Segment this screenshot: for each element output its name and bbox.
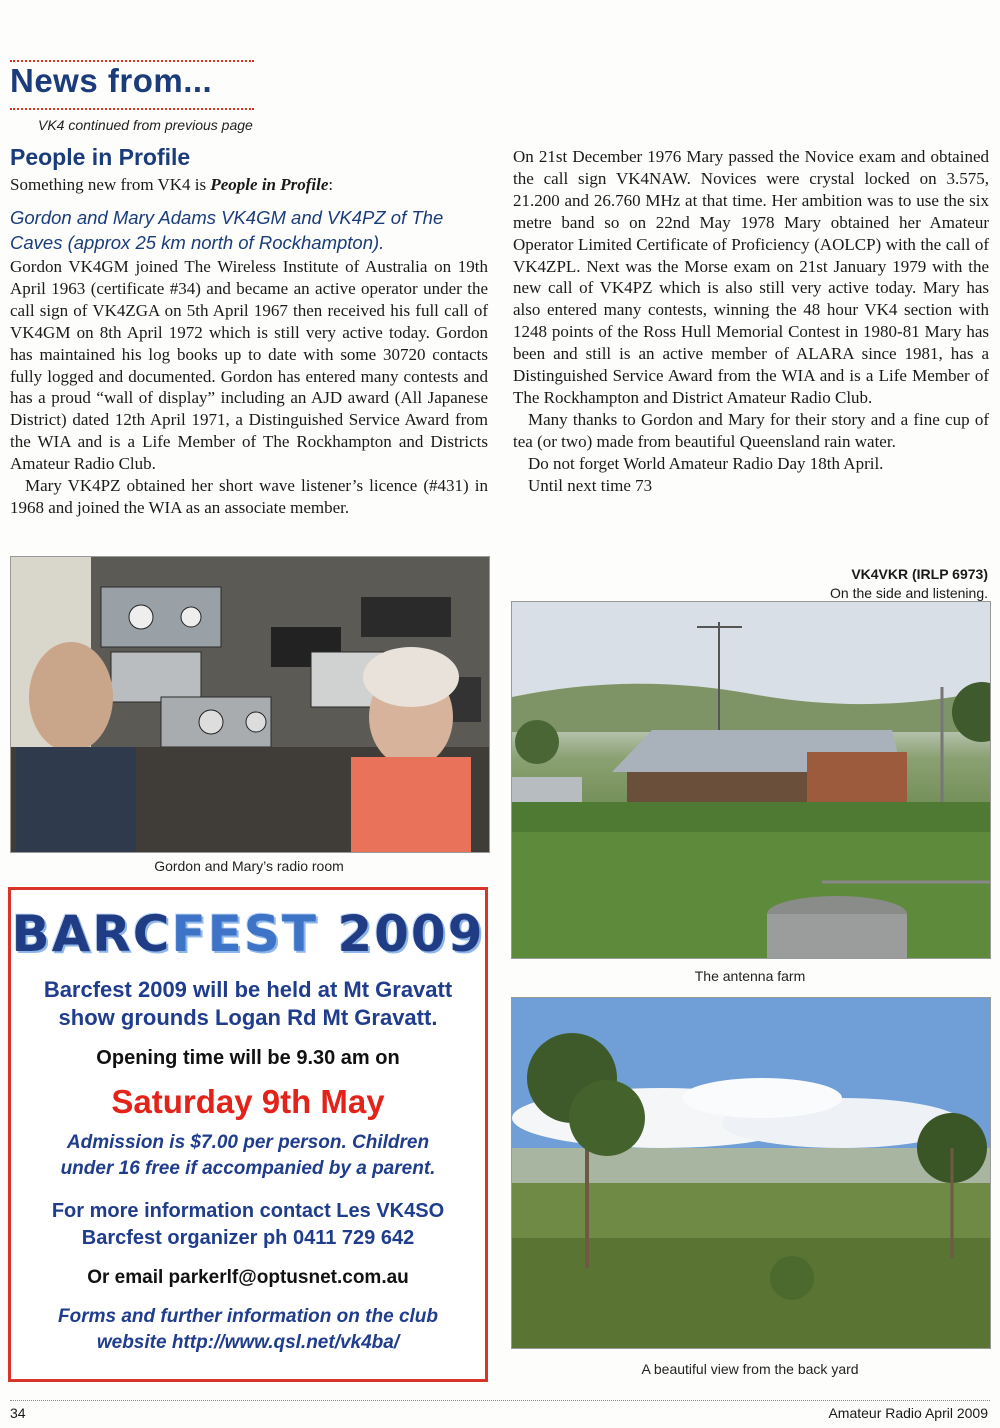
article-intro [10,175,488,195]
advert-date: Saturday 9th May [111,1083,385,1120]
advert-contact-line1: For more information contact Les VK4SO [51,1200,445,1222]
magazine-info: Amateur Radio April 2009 [828,1405,988,1421]
footer-rule [10,1400,990,1401]
left-paragraph: Mary VK4PZ obtained her short wave listener’s licence (#431) in 1968 and joined the WIA as an associate member. [10,476,488,517]
right-paragraph: Many thanks to Gordon and Mary for their story and a fine cup of tea (or two) made from beautiful Queensland rain water. [513,409,989,451]
radio-room-illustration [11,557,489,852]
intro-prefix: Something new from VK4 is [10,175,211,194]
advert-forms-line2: website http://www.qsl.net/vk4ba/ [96,1332,400,1353]
article-subheading: Gordon and Mary Adams VK4GM and VK4PZ of The Caves (approx 25 km north of Rockhampton). [10,207,444,253]
antenna-farm-illustration [512,602,990,958]
back-yard-caption: A beautiful view from the back yard [641,1361,859,1377]
advert-title [11,904,485,964]
advert-forms [11,1304,485,1356]
signoff-callsign: VK4VKR (IRLP 6973) [851,566,988,582]
radio-room-photo [10,556,490,853]
article-heading: People in Profile [10,144,191,170]
signoff [830,565,988,603]
right-paragraph: Do not forget World Amateur Radio Day 18th April. [528,453,884,473]
right-column-body [513,146,989,497]
left-column-body [10,256,488,519]
back-yard-illustration [512,998,990,1348]
barcfest-advert [8,887,488,1382]
page-number: 34 [10,1405,26,1421]
advert-admission-line2: under 16 free if accompanied by a parent. [60,1158,436,1179]
continued-note: VK4 continued from previous page [38,117,253,133]
right-paragraph: Until next time 73 [528,475,653,495]
left-paragraph: Gordon VK4GM joined The Wireless Institute of Australia on 19th April 1963 (certificate #34) and became an active operator under the call sign of VK4ZGA on 5th April 1967 then received his full call of VK4GM on 8th April 1972 which is still very active today. Gordon has maintained his log books up to date with some 30720 contacts fully logged and documented. Gordon has entered many contests and has a proud “wall of display” including an AJD award (All Japanese District) dated 12th April 1971, a Distinguished Service Award from the WIA and is a Life Member of The Rockhampton and Districts Amateur Radio Club. [10,257,488,474]
radio-room-caption: Gordon and Mary’s radio room [154,858,344,874]
advert-title-part3: 2009 [317,905,485,963]
signoff-note: On the side and listening. [830,585,988,601]
advert-admission-line1: Admission is $7.00 per person. Children [66,1132,430,1153]
advert-title-part1: BARC [11,905,172,963]
section-title: News from... [10,62,213,99]
antenna-farm-caption: The antenna farm [694,968,806,984]
advert-location-line1: Barcfest 2009 will be held at Mt Gravatt [43,977,453,1002]
intro-emphasis: People in Profile [210,175,329,194]
advert-email: Or email parkerlf@optusnet.com.au [87,1267,409,1288]
advert-contact-line2: Barcfest organizer ph 0411 729 642 [81,1227,415,1249]
header-rule-bottom [10,108,254,110]
advert-opening-time: Opening time will be 9.30 am on [96,1047,400,1069]
antenna-farm-photo [511,601,991,959]
right-paragraph: On 21st December 1976 Mary passed the Novice exam and obtained the call sign VK4NAW. Novices were crystal locked on 3.575, 21.200 and 26.760 MHz at that time. Her ambition was to use the six metre band so on 22nd May 1978 Mary obtained her Amateur Operator Limited Certificate of Proficiency (AOLCP) with the call of VK4ZPL. Next was the Morse exam on 21st January 1979 with the new call of VK4PZ which is also still very active today. Mary has also entered many contests, winning the 48 hour VK4 section with 1248 points of the Ross Hull Memorial Contest in 1980-81 Mary has been and still is an active member of ALARA since 1981, has a Distinguished Service Award from the WIA and is a Life Member of The Rockhampton and District Amateur Radio Club. [513,147,989,407]
back-yard-photo [511,997,991,1349]
intro-suffix: : [328,175,334,194]
advert-forms-line1: Forms and further information on the club [58,1306,438,1327]
advert-contact [11,1198,485,1252]
advert-location-line2: show grounds Logan Rd Mt Gravatt. [58,1005,438,1030]
advert-location [11,976,485,1032]
advert-admission [11,1130,485,1182]
advert-title-part2: FEST [171,905,318,963]
